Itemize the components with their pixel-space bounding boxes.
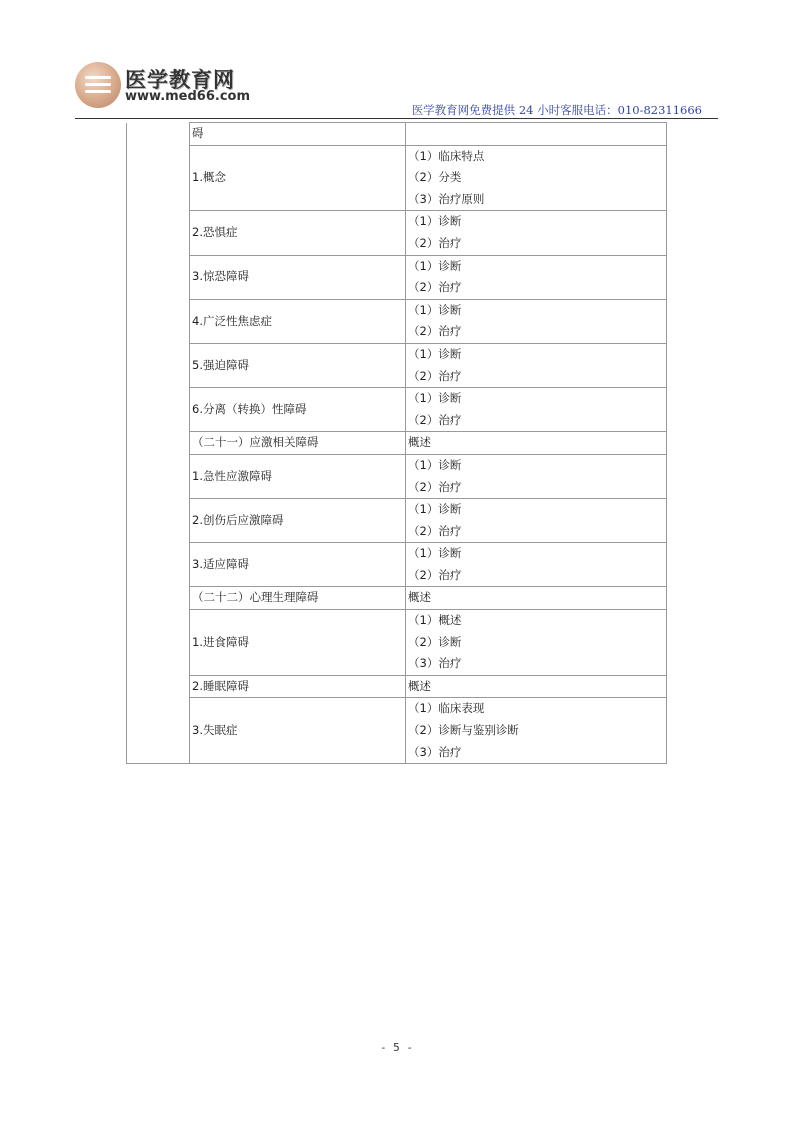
details-cell [406,211,667,255]
details-cell [406,454,667,498]
detail-line: （2）治疗 [408,280,462,295]
chapter-cell [127,123,190,764]
detail-line: （1）临床特点 [408,148,485,163]
details-cell [406,610,667,676]
detail-line: 概述 [408,435,431,450]
table-row [127,255,667,299]
detail-line: （1）诊断 [408,302,462,317]
details-cell [406,499,667,543]
detail-line: （2）治疗 [408,523,462,538]
detail-line: 概述 [408,678,431,693]
table-row [127,454,667,498]
details-cell [406,123,667,146]
detail-line: （2）治疗 [408,412,462,427]
topic-cell: 2.创伤后应激障碍 [190,499,406,543]
details-cell [406,145,667,211]
table-row [127,211,667,255]
detail-line: （2）治疗 [408,479,462,494]
table-row [127,299,667,343]
detail-line: （2）治疗 [408,235,462,250]
table-row [127,610,667,676]
table-row [127,587,667,610]
detail-line: （1）诊断 [408,391,462,406]
topic-cell: 1.进食障碍 [190,610,406,676]
topic-cell: 1.急性应激障碍 [190,454,406,498]
details-cell [406,587,667,610]
logo-url: www.med66.com [125,89,251,104]
topic-cell: 5.强迫障碍 [190,343,406,387]
details-cell [406,432,667,455]
detail-line: （3）治疗 [408,744,462,759]
logo [75,62,255,112]
details-cell [406,255,667,299]
table-row [127,432,667,455]
detail-line: （2）治疗 [408,368,462,383]
topic-cell: 1.概念 [190,145,406,211]
topic-cell: 2.睡眠障碍 [190,675,406,698]
detail-line: （1）诊断 [408,258,462,273]
logo-emblem-icon [75,62,121,108]
topic-cell: （二十一）应激相关障碍 [190,432,406,455]
table-row [127,499,667,543]
topic-cell: 碍 [190,123,406,146]
details-cell [406,299,667,343]
header-hotline-text: 医学教育网免费提供 24 小时客服电话：010-82311666 [411,103,702,117]
syllabus-table [126,122,667,764]
topic-cell: 6.分离（转换）性障碍 [190,388,406,432]
details-cell [406,388,667,432]
detail-line: （2）诊断 [408,634,462,649]
details-cell [406,698,667,764]
topic-cell: 3.惊恐障碍 [190,255,406,299]
topic-cell: 2.恐惧症 [190,211,406,255]
details-cell [406,343,667,387]
table-row [127,123,667,146]
table-row [127,543,667,587]
details-cell [406,675,667,698]
table-row [127,698,667,764]
detail-line: （2）治疗 [408,324,462,339]
detail-line [408,123,664,145]
detail-line: （1）诊断 [408,214,462,229]
topic-cell: （二十二）心理生理障碍 [190,587,406,610]
topic-cell: 3.失眠症 [190,698,406,764]
detail-line: （3）治疗原则 [408,191,485,206]
syllabus-table-body [127,123,667,764]
detail-line: （2）诊断与鉴别诊断 [408,723,519,738]
topic-cell: 3.适应障碍 [190,543,406,587]
logo-title: 医学教育网 [125,68,235,92]
detail-line: （1）诊断 [408,546,462,561]
header-divider [75,118,718,119]
detail-line: （1）概述 [408,613,462,628]
detail-line: 概述 [408,590,431,605]
page-number: - 5 - [379,1041,414,1054]
detail-line: （3）治疗 [408,656,462,671]
detail-line: （1）临床表现 [408,701,485,716]
detail-line: （2）分类 [408,170,462,185]
details-cell [406,543,667,587]
table-row [127,145,667,211]
table-row [127,675,667,698]
table-row [127,388,667,432]
detail-line: （1）诊断 [408,502,462,517]
topic-cell: 4.广泛性焦虑症 [190,299,406,343]
detail-line: （1）诊断 [408,346,462,361]
detail-line: （2）治疗 [408,567,462,582]
table-row [127,343,667,387]
detail-line: （1）诊断 [408,457,462,472]
